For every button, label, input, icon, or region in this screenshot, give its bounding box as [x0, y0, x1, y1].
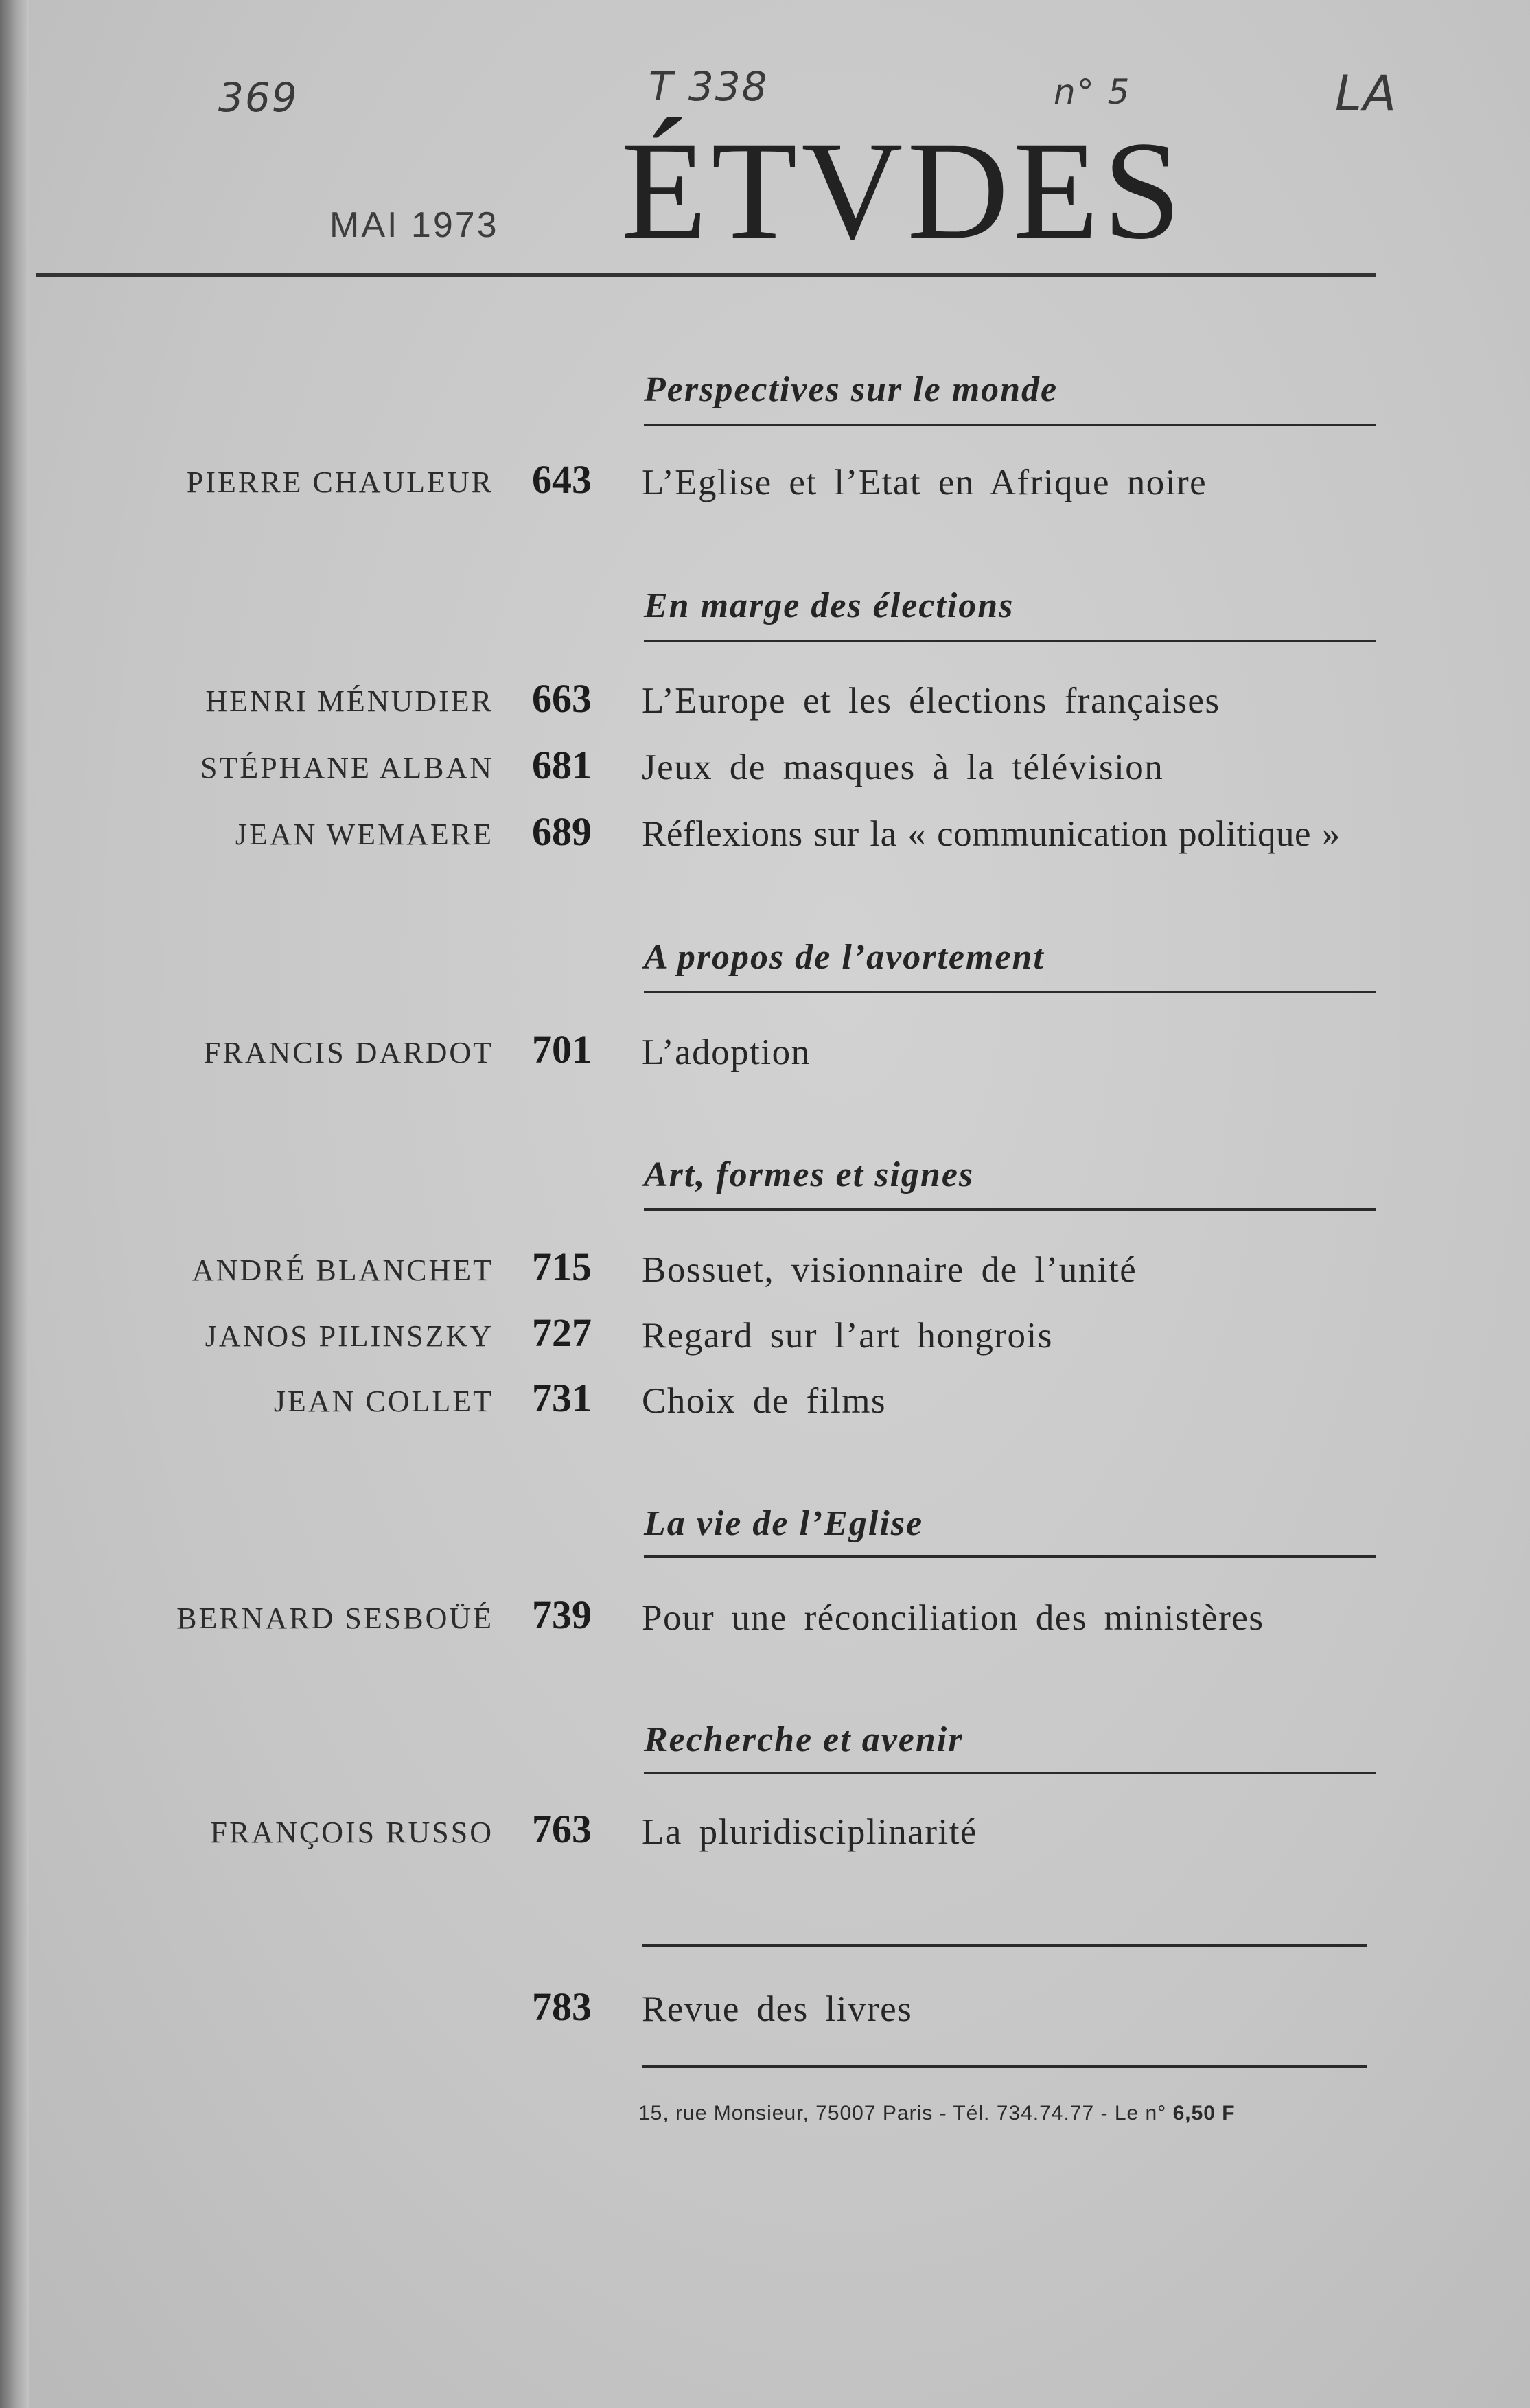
- section-heading: En marge des élections: [644, 586, 1015, 625]
- handwritten-note-center: T 338: [649, 63, 769, 110]
- article-page-number: 731: [532, 1376, 592, 1420]
- article-author: BERNARD SESBOÜÉ: [176, 1601, 494, 1635]
- article-title: Regard sur l’art hongrois: [642, 1316, 1053, 1356]
- section-heading: A propos de l’avortement: [644, 938, 1045, 977]
- header-rule: [36, 273, 1376, 277]
- reviews-title: Revue des livres: [642, 1989, 913, 2029]
- article-page-number: 681: [532, 743, 592, 787]
- reviews-page-number: 783: [532, 1984, 592, 2029]
- section-heading: Art, formes et signes: [644, 1155, 975, 1194]
- footer-price: 6,50 F: [1172, 2102, 1236, 2125]
- article-page-number: 715: [532, 1244, 592, 1289]
- binding-spine: [0, 0, 29, 2408]
- article-author: JEAN WEMAERE: [235, 818, 494, 851]
- article-author: JANOS PILINSZKY: [205, 1319, 494, 1353]
- section-heading: La vie de l’Eglise: [644, 1504, 924, 1543]
- issue-date: MAI 1973: [329, 205, 499, 245]
- article-author: STÉPHANE ALBAN: [200, 751, 494, 785]
- section-rule: [644, 1772, 1376, 1774]
- article-title: L’adoption: [642, 1032, 811, 1072]
- article-title: La pluridisciplinarité: [642, 1812, 977, 1852]
- article-page-number: 727: [532, 1310, 592, 1355]
- article-title: L’Eglise et l’Etat en Afrique noire: [642, 463, 1207, 502]
- article-page-number: 643: [532, 457, 592, 502]
- handwritten-note-issue: n° 5: [1054, 72, 1131, 112]
- article-author: HENRI MÉNUDIER: [205, 684, 494, 718]
- article-author: FRANCIS DARDOT: [203, 1036, 494, 1069]
- section-heading: Recherche et avenir: [644, 1720, 964, 1759]
- article-author: JEAN COLLET: [273, 1385, 494, 1418]
- section-rule: [644, 991, 1376, 993]
- section-rule: [644, 1555, 1376, 1558]
- section-rule: [644, 1208, 1376, 1211]
- section-heading: Perspectives sur le monde: [644, 370, 1058, 409]
- publisher-footer: [638, 2102, 1236, 2125]
- article-page-number: 739: [532, 1593, 592, 1637]
- masthead-title: ÉTVDES: [621, 113, 1185, 268]
- article-page-number: 663: [532, 676, 592, 721]
- section-rule: [644, 424, 1376, 426]
- section-rule: [644, 640, 1376, 642]
- article-title: Réflexions sur la « communication politique »: [642, 814, 1341, 854]
- handwritten-note-right: LA: [1335, 65, 1398, 121]
- footer-address: 15, rue Monsieur, 75007 Paris - Tél. 734.74.77 - Le n°: [638, 2102, 1167, 2125]
- article-author: FRANÇOIS RUSSO: [210, 1816, 494, 1849]
- article-author: PIERRE CHAULEUR: [186, 465, 494, 499]
- reviews-rule-bottom: [642, 2065, 1367, 2068]
- article-title: Pour une réconciliation des ministères: [642, 1598, 1264, 1638]
- article-title: L’Europe et les élections françaises: [642, 681, 1220, 721]
- article-title: Choix de films: [642, 1381, 887, 1421]
- article-page-number: 701: [532, 1027, 592, 1072]
- reviews-rule-top: [642, 1944, 1367, 1947]
- article-page-number: 763: [532, 1807, 592, 1851]
- handwritten-note-left: 369: [218, 74, 299, 121]
- article-author: ANDRÉ BLANCHET: [192, 1253, 494, 1287]
- article-title: Bossuet, visionnaire de l’unité: [642, 1250, 1137, 1290]
- article-page-number: 689: [532, 809, 592, 854]
- article-title: Jeux de masques à la télévision: [642, 748, 1164, 787]
